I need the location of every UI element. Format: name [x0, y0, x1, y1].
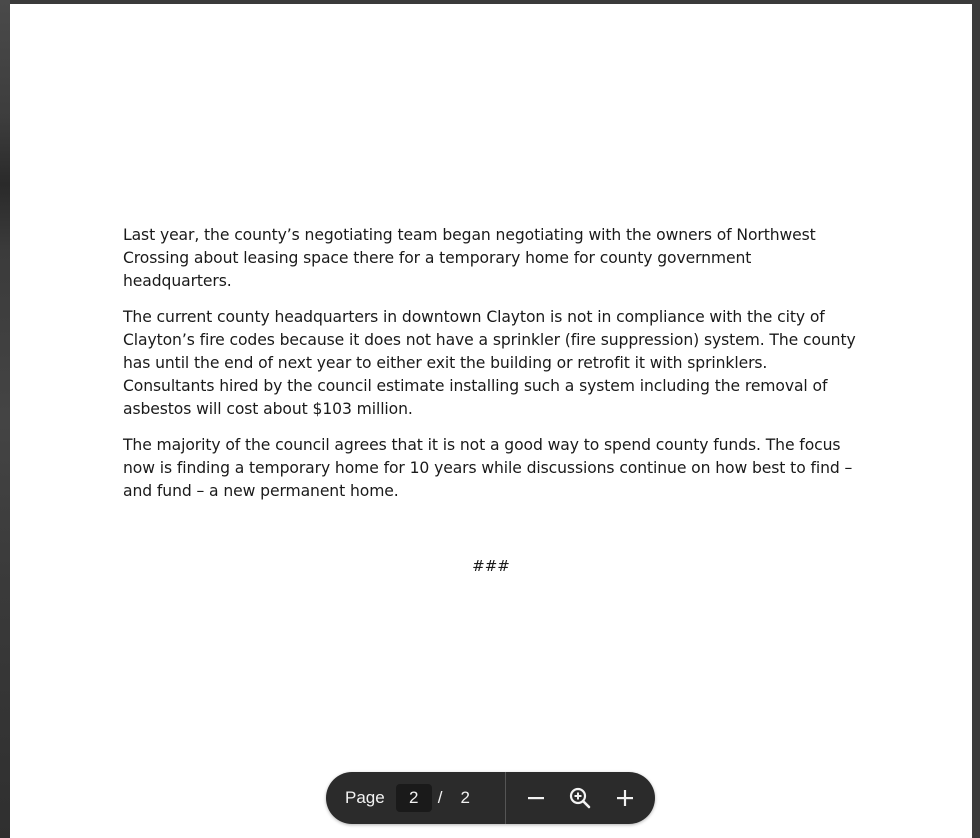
page-toolbar: [326, 772, 655, 824]
end-mark: ###: [472, 557, 510, 575]
paragraph-1: Last year, the county’s negotiating team began negotiating with the owners of Northwest Crossing about leasing space there for a temporary home for county government headquarters.: [123, 226, 816, 291]
current-page-input[interactable]: [396, 784, 432, 812]
zoom-icon: [568, 786, 592, 810]
page-label: Page: [345, 788, 385, 807]
total-pages: 2: [460, 788, 470, 807]
document-body: [123, 224, 863, 515]
page-indicator: [326, 772, 505, 824]
minus-icon: [526, 788, 546, 808]
zoom-out-button[interactable]: [519, 781, 553, 815]
document-page: [10, 4, 972, 838]
zoom-in-button[interactable]: [608, 781, 642, 815]
page-separator: /: [437, 788, 443, 807]
plus-icon: [615, 788, 635, 808]
viewer-left-edge: [0, 0, 10, 838]
viewer-right-edge: [972, 0, 980, 838]
paragraph-2: The current county headquarters in downtown Clayton is not in compliance with the city of Clayton’s fire codes because it does not have a sprinkler (fire suppression) system. The county has until the end of next year to either exit the building or retrofit it with sprinklers. Consultants hired by the council estimate installing such a system including the removal of asbestos will cost about $103 million.: [123, 307, 856, 419]
paragraph-3: The majority of the council agrees that it is not a good way to spend county funds. The focus now is finding a temporary home for 10 years while discussions continue on how best to find – and fund – a new permanent home.: [123, 435, 853, 501]
zoom-fit-button[interactable]: [563, 781, 597, 815]
zoom-controls: [506, 772, 655, 824]
